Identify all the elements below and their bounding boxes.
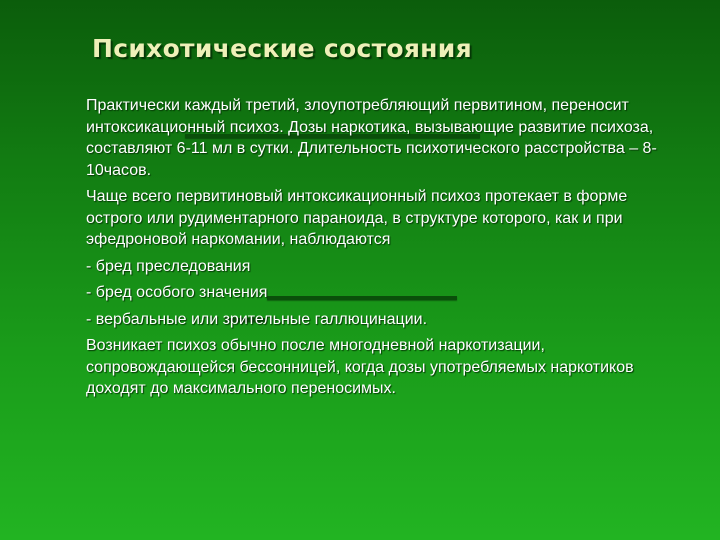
body-paragraph: Практически каждый третий, злоупотребляющий первитином, переносит интоксикационный психоз. Дозы наркотика, вызывающие развитие психоза, составляют 6-11 мл в сутки. Длительность психотического расстройства – 8-10часов. bbox=[86, 97, 657, 179]
body-paragraph: Возникает психоз обычно после многодневной наркотизации, сопровождающейся бессонницей, когда дозы употребляемых наркотиков доходят до максимального переносимых. bbox=[86, 337, 634, 397]
list-item: - бред особого значения bbox=[86, 284, 268, 301]
list-item: - вербальные или зрительные галлюцинации. bbox=[86, 310, 428, 328]
list-item: - бред преследования bbox=[86, 257, 251, 275]
slide-title: Психотические состояния bbox=[92, 34, 472, 63]
slide-body bbox=[86, 95, 686, 405]
body-paragraph: Чаще всего первитиновый интоксикационный психоз протекает в форме острого или рудиментарного параноида, в структуре которого, как и при эфедроновой наркомании, наблюдаются bbox=[86, 188, 628, 248]
